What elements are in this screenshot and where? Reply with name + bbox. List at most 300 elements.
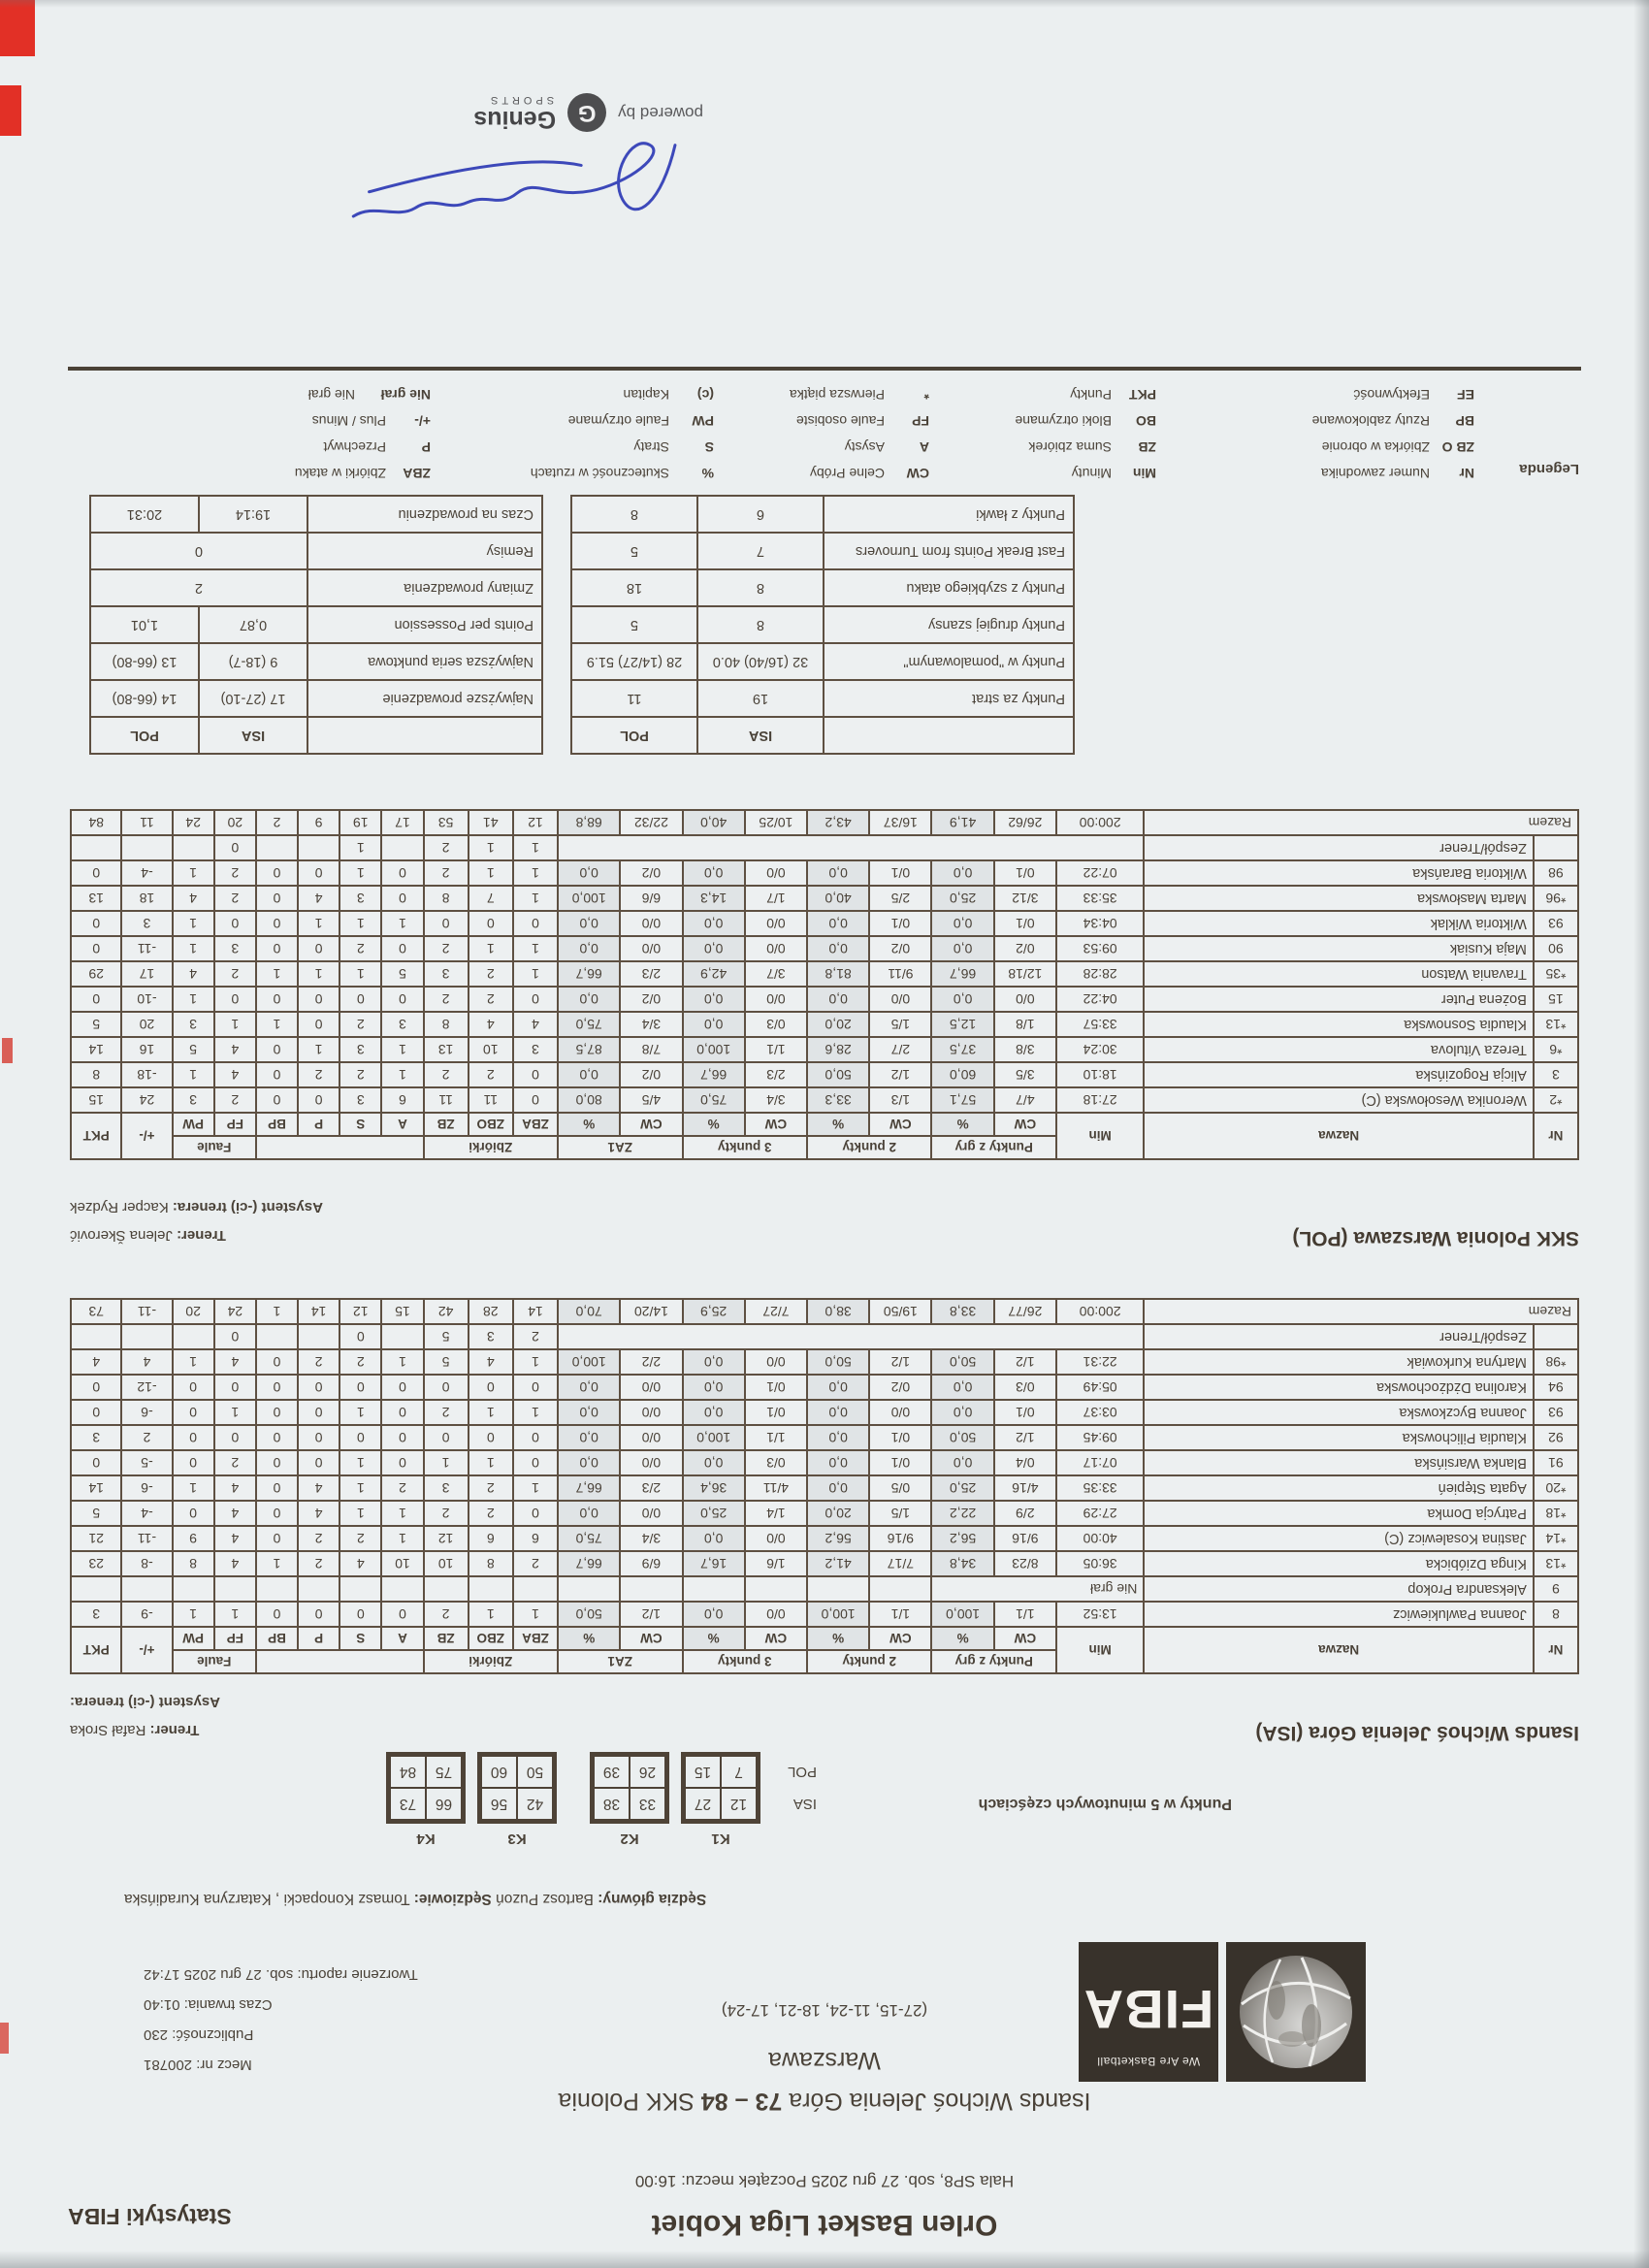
- group-header: 2 punkty: [807, 1136, 931, 1159]
- stat-cell: 3: [424, 961, 469, 987]
- col-header-min: Min: [1056, 1627, 1144, 1673]
- stat-cell: 1/2: [869, 1349, 931, 1375]
- stat-cell: 2: [424, 987, 469, 1012]
- away-team-name-wrap: Warszawa: [768, 2047, 881, 2074]
- period-score-cell: 38: [594, 1788, 630, 1820]
- stat-cell: 0: [513, 987, 558, 1012]
- stat-cell: 5: [173, 1037, 214, 1062]
- stat-cell: 0/0: [620, 1450, 682, 1475]
- match-info-line: Mecz nr: 200781: [144, 2057, 252, 2073]
- stat-cell: 1: [469, 1450, 513, 1475]
- player-row: [71, 1551, 1578, 1576]
- stat-cell: 5: [71, 1501, 121, 1526]
- totals-cell: 26/77: [994, 1299, 1056, 1324]
- stat-cell: 0: [256, 1349, 298, 1375]
- stat-cell: 50,0: [932, 1349, 994, 1375]
- team-row: [71, 835, 1578, 860]
- legend-abbr: BP: [1455, 413, 1474, 429]
- stat-cell: 0: [173, 1425, 214, 1450]
- stat-cell: 75,0: [558, 1526, 620, 1551]
- stat-cell: 0,0: [807, 1475, 869, 1501]
- legend-desc: Bloki otrzymane: [1015, 413, 1112, 429]
- stat-cell: 66,7: [558, 1551, 620, 1576]
- period-score-cell: 39: [594, 1756, 630, 1788]
- five-min-period: [477, 1752, 557, 1847]
- stat-cell: 25,0: [932, 886, 994, 911]
- col-header-plusminus: +/-: [121, 1627, 172, 1673]
- stat-cell: 2: [381, 1475, 423, 1501]
- team-row-cell: [121, 835, 172, 860]
- summary-row: [90, 680, 542, 717]
- stat-cell: 4: [340, 1551, 381, 1576]
- scanner-artifact-red: [0, 2023, 9, 2054]
- stat-cell: 0: [340, 1602, 381, 1627]
- stat-cell: 3: [173, 1012, 214, 1037]
- col-header-pkt: PKT: [71, 1627, 121, 1673]
- five-min-row-labels: [788, 1756, 817, 1820]
- stat-cell: 0: [71, 936, 121, 961]
- stat-cell: 4: [173, 886, 214, 911]
- stat-cell: 12/18: [994, 961, 1056, 987]
- sub-header: FP: [214, 1113, 256, 1136]
- stat-cell: 1: [513, 1475, 558, 1501]
- player-number: 92: [1534, 1425, 1578, 1450]
- player-row: [71, 1349, 1578, 1375]
- legend-entry: [1015, 403, 1156, 429]
- player-name: Blanka Warsińska: [1144, 1450, 1534, 1475]
- team-row-cell: [256, 1324, 298, 1349]
- sub-header: A: [381, 1113, 423, 1136]
- coach-lines-pol: [70, 1193, 323, 1249]
- stat-cell: 0,0: [932, 1375, 994, 1400]
- stat-cell: -18: [121, 1062, 172, 1087]
- stat-cell: 1: [340, 1450, 381, 1475]
- stat-cell: 0: [256, 936, 298, 961]
- stat-cell: 100,0: [807, 1602, 869, 1627]
- player-name: Bożena Puter: [1144, 987, 1534, 1012]
- stat-cell: 3: [513, 1037, 558, 1062]
- totals-cell: 11: [121, 810, 172, 835]
- stat-cell: 0/1: [869, 860, 931, 886]
- stat-cell: 18:10: [1056, 1062, 1144, 1087]
- player-name: Klaudia Pilichowska: [1144, 1425, 1534, 1450]
- stat-cell: 0: [298, 987, 340, 1012]
- header-row: [71, 1650, 1578, 1673]
- sub-header: CW: [994, 1627, 1056, 1650]
- totals-row: [71, 810, 1578, 835]
- legend-desc: Suma zbiórek: [1028, 439, 1112, 455]
- stat-cell: 0/3: [994, 1375, 1056, 1400]
- stat-cell: 20,0: [807, 1012, 869, 1037]
- stat-cell: 1: [173, 1062, 214, 1087]
- stat-cell: 2: [469, 1501, 513, 1526]
- stat-cell: 2: [424, 1602, 469, 1627]
- legend-desc: Efektywność: [1353, 387, 1430, 403]
- five-min-boxes: [374, 1752, 760, 1847]
- legend-entry: [531, 455, 714, 481]
- sub-header: FP: [214, 1627, 256, 1650]
- legend-desc: Straty: [633, 439, 669, 455]
- stat-cell: 0,0: [932, 936, 994, 961]
- stat-cell: 3: [214, 936, 256, 961]
- stat-cell: 2/3: [745, 1062, 807, 1087]
- col-header-nazwa: Nazwa: [1144, 1627, 1534, 1673]
- stat-cell: 4: [214, 1526, 256, 1551]
- stat-cell: 0/0: [745, 1526, 807, 1551]
- five-min-team-label: ISA: [792, 1796, 817, 1812]
- sub-header: ZBO: [469, 1627, 513, 1650]
- stat-cell: 0: [173, 1375, 214, 1400]
- five-min-title: Punkty w 5 minutowych częściach: [978, 1796, 1232, 1812]
- stat-cell: 0: [256, 860, 298, 886]
- stat-cell: 1: [469, 860, 513, 886]
- stat-cell: 2/3: [620, 1475, 682, 1501]
- stat-cell: 0,0: [683, 1602, 745, 1627]
- stat-cell: 1: [381, 1349, 423, 1375]
- summary-value-isa: 9 (18-7): [199, 643, 307, 680]
- stat-cell: 4: [298, 1475, 340, 1501]
- period-score-box: [477, 1752, 557, 1824]
- sub-header: CW: [620, 1113, 682, 1136]
- group-header-blank: [256, 1650, 424, 1673]
- group-header-faule: Faule: [173, 1136, 256, 1159]
- stat-cell: 2: [469, 987, 513, 1012]
- stat-cell: 1/1: [745, 1037, 807, 1062]
- period-label: K4: [416, 1831, 436, 1847]
- totals-cell: 53: [424, 810, 469, 835]
- player-number: *18: [1534, 1501, 1578, 1526]
- team-row-merged: [558, 835, 1144, 860]
- sub-header: ZBA: [513, 1113, 558, 1136]
- stat-cell: 2: [214, 860, 256, 886]
- scanner-artifact-red: [0, 0, 35, 56]
- period-label: K1: [711, 1831, 730, 1847]
- stat-cell: 0: [513, 1450, 558, 1475]
- stat-cell: 1/4: [745, 1501, 807, 1526]
- stat-cell: 9/11: [869, 961, 931, 987]
- team-row-cell: 0: [214, 1324, 256, 1349]
- stat-cell: 1: [340, 1501, 381, 1526]
- legend-abbr: (c): [696, 387, 714, 403]
- period-label: K2: [620, 1831, 639, 1847]
- stat-cell: 0/0: [620, 1501, 682, 1526]
- stat-cell: 15: [71, 1087, 121, 1113]
- stat-cell: 7/17: [869, 1551, 931, 1576]
- stat-cell: 1/2: [620, 1602, 682, 1627]
- stat-cell: 0: [71, 1450, 121, 1475]
- legend-entry: [790, 455, 929, 481]
- player-name: Maja Kusiak: [1144, 936, 1534, 961]
- totals-cell: 12: [340, 1299, 381, 1324]
- stat-cell: 0: [381, 1375, 423, 1400]
- period-score-box: [386, 1752, 466, 1824]
- player-row: [71, 1576, 1578, 1602]
- stat-cell: 0: [513, 1375, 558, 1400]
- summary-value-pol: 8: [571, 496, 697, 533]
- player-row: [71, 1400, 1578, 1425]
- stat-cell: 0,0: [558, 860, 620, 886]
- summary-row: [571, 680, 1074, 717]
- genius-sports-word: SPORTS: [487, 94, 555, 106]
- stat-cell: 11: [469, 1087, 513, 1113]
- stat-cell: 1: [340, 1400, 381, 1425]
- stat-cell: 0/1: [869, 911, 931, 936]
- summary-value-isa: 8: [697, 569, 824, 606]
- sub-header: ZB: [424, 1113, 469, 1136]
- team-row-cell: [381, 1324, 423, 1349]
- stat-cell: 12: [424, 1526, 469, 1551]
- sub-header: %: [683, 1113, 745, 1136]
- stat-cell: 05:49: [1056, 1375, 1144, 1400]
- stat-cell: 1: [340, 860, 381, 886]
- player-row: [71, 1425, 1578, 1450]
- stat-cell: 6: [513, 1526, 558, 1551]
- venue-line: Hala SP8, sob. 27 gru 2025 Początek meczu: 16:00: [634, 2172, 1015, 2190]
- stat-cell: 1: [381, 1037, 423, 1062]
- stat-cell: 25,0: [683, 1501, 745, 1526]
- stat-cell: 5: [381, 961, 423, 987]
- legend-abbr: Nr: [1459, 466, 1474, 481]
- col-header-nr: Nr: [1534, 1627, 1578, 1673]
- period-label: K3: [507, 1831, 527, 1847]
- stat-cell: 2/3: [620, 961, 682, 987]
- team-row-label: Zespół/Trener: [1144, 835, 1534, 860]
- stat-cell: 2: [214, 1450, 256, 1475]
- sub-header: CW: [745, 1113, 807, 1136]
- group-header: Zbiórki: [424, 1136, 559, 1159]
- summary-header-row: [90, 717, 542, 754]
- team-row-cell: 3: [469, 1324, 513, 1349]
- stat-cell: 4: [298, 1501, 340, 1526]
- stat-cell: 4: [469, 1349, 513, 1375]
- stat-cell: -11: [121, 936, 172, 961]
- col-header-nr: Nr: [1534, 1113, 1578, 1159]
- legend-abbr: CW: [906, 466, 929, 481]
- summary-label: Punkty z szybkiego ataku: [824, 569, 1074, 606]
- sub-header: %: [807, 1113, 869, 1136]
- stat-cell: 0/0: [994, 987, 1056, 1012]
- stat-cell: 1: [381, 1501, 423, 1526]
- stat-cell: 8: [469, 1551, 513, 1576]
- summary-value-pol: 5: [571, 606, 697, 643]
- stat-cell: 2: [214, 961, 256, 987]
- legend-abbr: %: [701, 466, 714, 481]
- totals-cell: 19: [340, 810, 381, 835]
- player-name: Karolina Dżdżochowska: [1144, 1375, 1534, 1400]
- stat-cell: 0: [71, 1375, 121, 1400]
- stat-cell: 20: [121, 1012, 172, 1037]
- stat-cell: 22,2: [932, 1501, 994, 1526]
- stat-cell: 0/0: [745, 860, 807, 886]
- stat-cell: 0: [381, 1602, 423, 1627]
- stat-cell: 2: [121, 1425, 172, 1450]
- player-name: Wiktoria Wiklak: [1144, 911, 1534, 936]
- legend-desc: Celne Próby: [809, 466, 885, 481]
- summary-value-pol: 18: [571, 569, 697, 606]
- sub-header: %: [558, 1627, 620, 1650]
- stat-cell: 50,0: [558, 1602, 620, 1627]
- stat-cell: 1: [256, 1551, 298, 1576]
- stat-cell: 0,0: [683, 1349, 745, 1375]
- stat-cell: 4: [214, 1062, 256, 1087]
- legend-abbr: A: [919, 439, 929, 455]
- stat-cell: 22:31: [1056, 1349, 1144, 1375]
- referee-label: Sędzia główny:: [598, 1891, 707, 1907]
- legend-entry: [1015, 455, 1156, 481]
- sub-header: ZBO: [469, 1113, 513, 1136]
- player-number: 15: [1534, 987, 1578, 1012]
- team-row-cell: 1: [513, 835, 558, 860]
- sub-header: CW: [745, 1627, 807, 1650]
- table-head: [71, 1627, 1578, 1673]
- stat-cell: 0: [298, 1400, 340, 1425]
- coach-name: Jelena Škerović: [70, 1227, 173, 1244]
- stat-cell: 20,0: [807, 1501, 869, 1526]
- summary-label: Punkty w "pomalowanym": [824, 643, 1074, 680]
- stat-cell: 0: [256, 1037, 298, 1062]
- totals-cell: 41: [469, 810, 513, 835]
- period-score-cell: 73: [390, 1788, 426, 1820]
- stat-cell: 9/16: [869, 1526, 931, 1551]
- box-score-table-pol: [70, 809, 1579, 1160]
- player-name: Patrycja Domka: [1144, 1501, 1534, 1526]
- referee-name: Bartosz Puzoń: [496, 1891, 594, 1907]
- stat-cell: 0: [381, 886, 423, 911]
- stat-cell: 0/1: [869, 1450, 931, 1475]
- totals-cell: 7/27: [745, 1299, 807, 1324]
- stat-cell: 0: [256, 1501, 298, 1526]
- player-row: [71, 1012, 1578, 1037]
- legend-abbr: ZB: [1138, 439, 1156, 455]
- stat-cell: 0: [298, 1425, 340, 1450]
- stat-cell: 0: [340, 987, 381, 1012]
- player-row: [71, 961, 1578, 987]
- stat-cell: 0: [173, 1501, 214, 1526]
- stat-cell: 24: [121, 1087, 172, 1113]
- summary-value-span: 2: [90, 569, 307, 606]
- genius-word: Genius: [473, 106, 557, 133]
- totals-cell: 38,0: [807, 1299, 869, 1324]
- player-number: *13: [1534, 1551, 1578, 1576]
- stat-cell: 2: [340, 1012, 381, 1037]
- legend-desc: Asysty: [844, 439, 885, 455]
- stat-cell: 0: [298, 1602, 340, 1627]
- stat-cell: 50,0: [807, 1349, 869, 1375]
- final-score: 73 – 84: [700, 2088, 783, 2115]
- summary-team-header: ISA: [697, 717, 824, 754]
- stat-cell: 1: [340, 961, 381, 987]
- summary-table-points: [570, 495, 1075, 755]
- stat-cell: 1: [298, 961, 340, 987]
- stat-cell: 3: [340, 1087, 381, 1113]
- stat-cell: 0,0: [807, 1375, 869, 1400]
- stat-cell: 1/2: [869, 1062, 931, 1087]
- stat-cell: 0: [513, 1087, 558, 1113]
- page-edge-shadow: [0, 2251, 1649, 2268]
- stat-cell: 0/0: [620, 1425, 682, 1450]
- legend-abbr: Nie grał: [380, 387, 431, 403]
- stat-cell: 2/7: [869, 1037, 931, 1062]
- summary-label: Zmiany prowadzenia: [307, 569, 542, 606]
- stat-cell: 10: [469, 1037, 513, 1062]
- totals-cell: 14/20: [620, 1299, 682, 1324]
- team-row-nr: [1534, 835, 1578, 860]
- summary-value-isa: 7: [697, 533, 824, 569]
- stat-cell: 4: [214, 1475, 256, 1501]
- stat-cell: 3: [71, 1425, 121, 1450]
- player-number: *14: [1534, 1526, 1578, 1551]
- match-info-line: Publiczność: 230: [144, 2026, 254, 2043]
- stat-cell: 2: [340, 1526, 381, 1551]
- stat-cell-empty: [469, 1576, 513, 1602]
- stat-cell: 0,0: [807, 860, 869, 886]
- stat-cell: 57,1: [932, 1087, 994, 1113]
- five-min-period: [386, 1752, 466, 1847]
- stat-cell: 2: [424, 1400, 469, 1425]
- legend-abbr: S: [704, 439, 714, 455]
- stat-cell: 7/8: [620, 1037, 682, 1062]
- legend-column: [1015, 376, 1156, 481]
- sub-header: P: [298, 1627, 340, 1650]
- team-row-cell: 0: [340, 1324, 381, 1349]
- team-row-cell: 5: [424, 1324, 469, 1349]
- legend-column: [1312, 376, 1474, 481]
- legend-desc: Plus / Minus: [311, 413, 386, 429]
- summary-row: [571, 606, 1074, 643]
- team-row-cell: 2: [513, 1324, 558, 1349]
- totals-cell: 41,9: [932, 810, 994, 835]
- stat-cell: -4: [121, 860, 172, 886]
- legend-abbr: PW: [692, 413, 714, 429]
- player-row: [71, 1501, 1578, 1526]
- stat-cell: 1: [214, 1012, 256, 1037]
- stat-cell: 0,0: [558, 1425, 620, 1450]
- stat-cell: 0: [298, 936, 340, 961]
- summary-label: Fast Break Points from Turnovers: [824, 533, 1074, 569]
- team-row-cell: [256, 835, 298, 860]
- stat-cell: 13: [424, 1037, 469, 1062]
- stat-cell: 0: [298, 1087, 340, 1113]
- stat-cell: 0: [256, 1475, 298, 1501]
- legend-entry: [295, 376, 431, 403]
- scanner-artifact-red: [2, 1038, 13, 1063]
- sub-header: CW: [869, 1627, 931, 1650]
- stat-cell: 66,7: [932, 961, 994, 987]
- player-name: Joanna Pawlukiewicz: [1144, 1602, 1534, 1627]
- stat-cell: 5: [424, 1349, 469, 1375]
- stat-cell: -4: [121, 1501, 172, 1526]
- stat-cell: 0/2: [620, 987, 682, 1012]
- stat-cell: 0/5: [869, 1475, 931, 1501]
- stat-cell-empty: [340, 1576, 381, 1602]
- stat-cell: 3: [173, 1087, 214, 1113]
- stat-cell: 36,4: [683, 1475, 745, 1501]
- stat-cell: 0: [298, 1450, 340, 1475]
- sub-header: BP: [256, 1113, 298, 1136]
- summary-row: [90, 643, 542, 680]
- totals-cell: 17: [381, 810, 423, 835]
- stat-cell: -6: [121, 1400, 172, 1425]
- player-number: 91: [1534, 1450, 1578, 1475]
- stat-cell: 0: [256, 886, 298, 911]
- player-number: 93: [1534, 911, 1578, 936]
- powered-by-genius: [473, 93, 703, 132]
- group-header-blank: [256, 1136, 424, 1159]
- stat-cell: 0: [298, 1012, 340, 1037]
- stat-cell: 1: [173, 987, 214, 1012]
- stat-cell: 0/1: [994, 860, 1056, 886]
- stat-cell: 0,0: [683, 987, 745, 1012]
